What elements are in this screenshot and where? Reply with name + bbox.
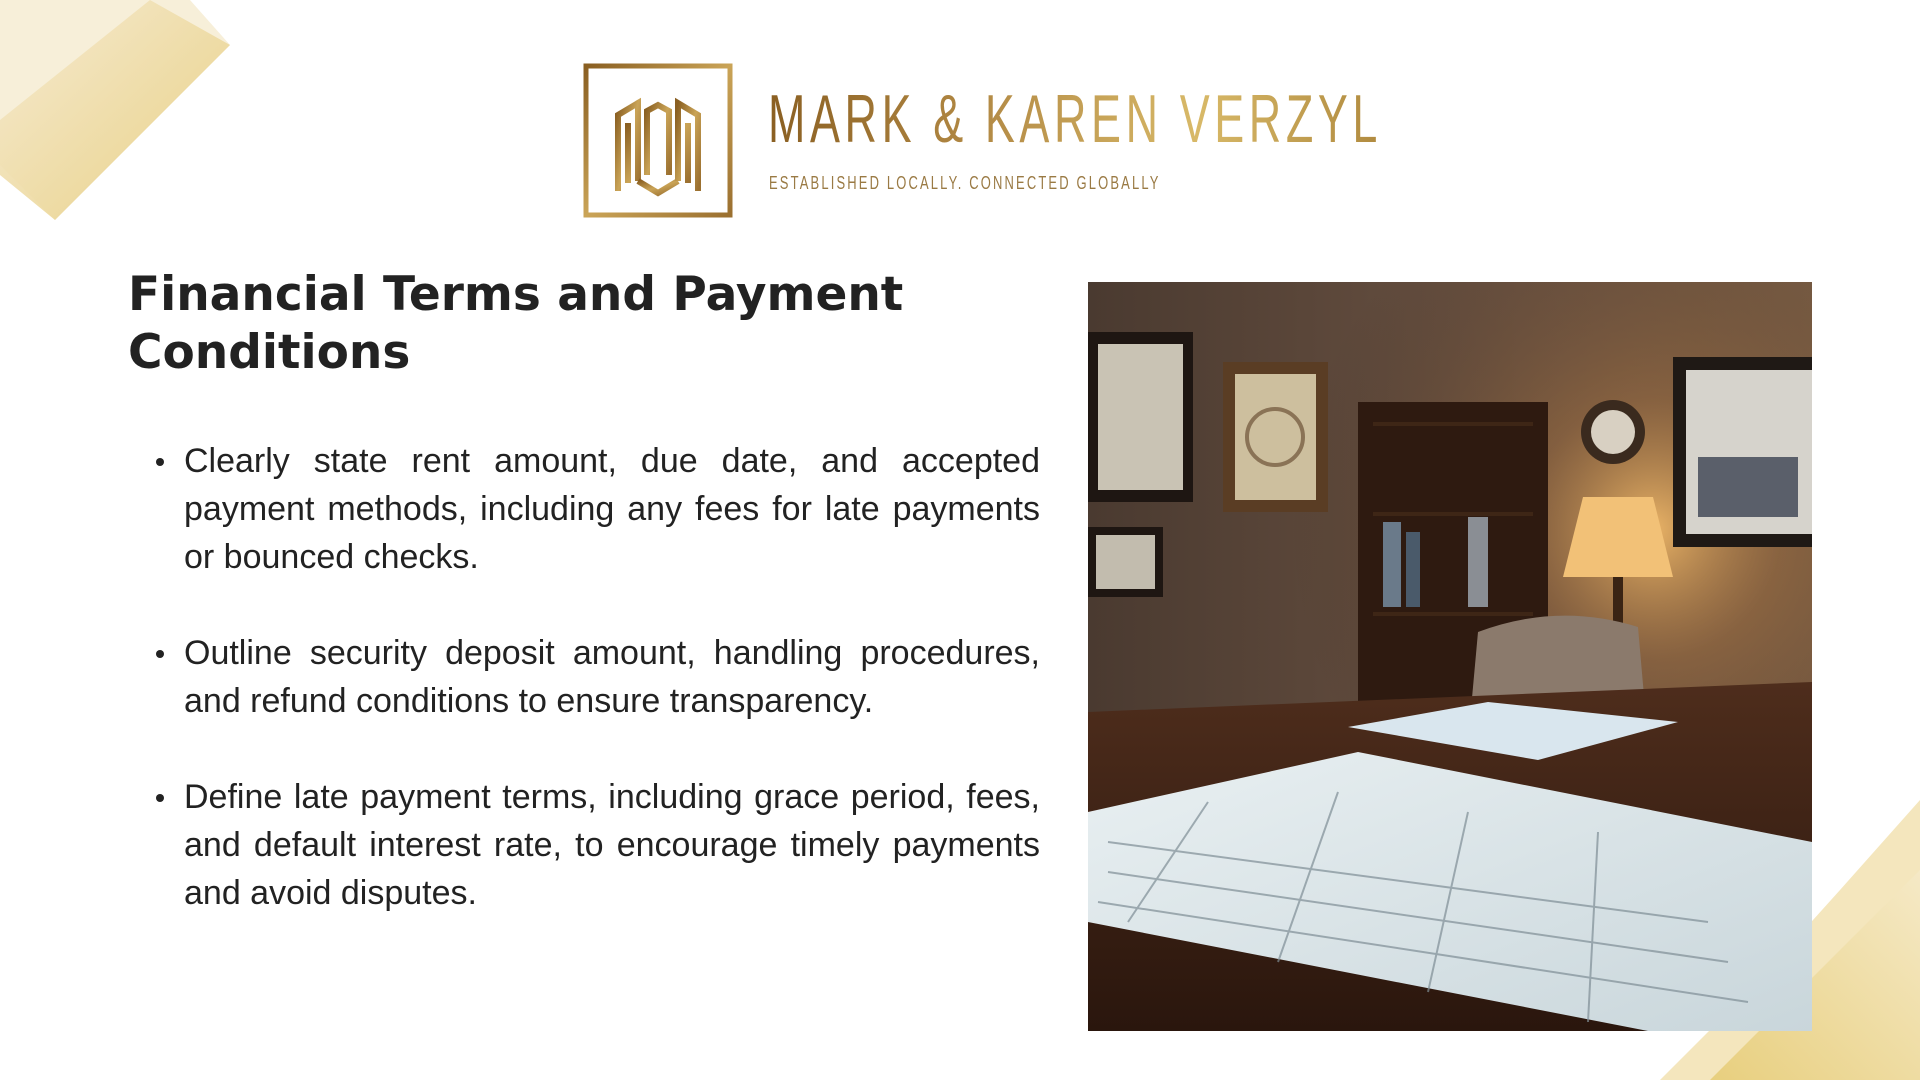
bullet-dot-icon [156, 794, 164, 802]
bullet-list [150, 437, 1040, 965]
brand-tagline: ESTABLISHED LOCALLY. CONNECTED GLOBALLY [769, 173, 1161, 193]
bullet-text: Outline security deposit amount, handling procedures, and refund conditions to ensure transparency. [184, 634, 1040, 720]
bullet-item [150, 437, 1040, 581]
slide-title: Financial Terms and Payment Conditions [128, 267, 904, 380]
gold-corner-decoration-top-left [0, 0, 240, 230]
bullet-dot-icon [156, 650, 164, 658]
bullet-item [150, 629, 1040, 725]
brand-name: MARK & KAREN VERZYL [768, 81, 1383, 157]
bullet-text: Define late payment terms, including grace period, fees, and default interest rate, to encourage timely payments and avoid disputes. [184, 778, 1040, 912]
bullet-text: Clearly state rent amount, due date, and accepted payment methods, including any fees for late payments or bounced checks. [184, 442, 1040, 576]
brand-logo [583, 63, 1383, 219]
bullet-dot-icon [156, 458, 164, 466]
bullet-item [150, 773, 1040, 917]
office-desk-lease-document-photo [1088, 282, 1812, 1031]
building-monogram-icon [583, 63, 733, 218]
